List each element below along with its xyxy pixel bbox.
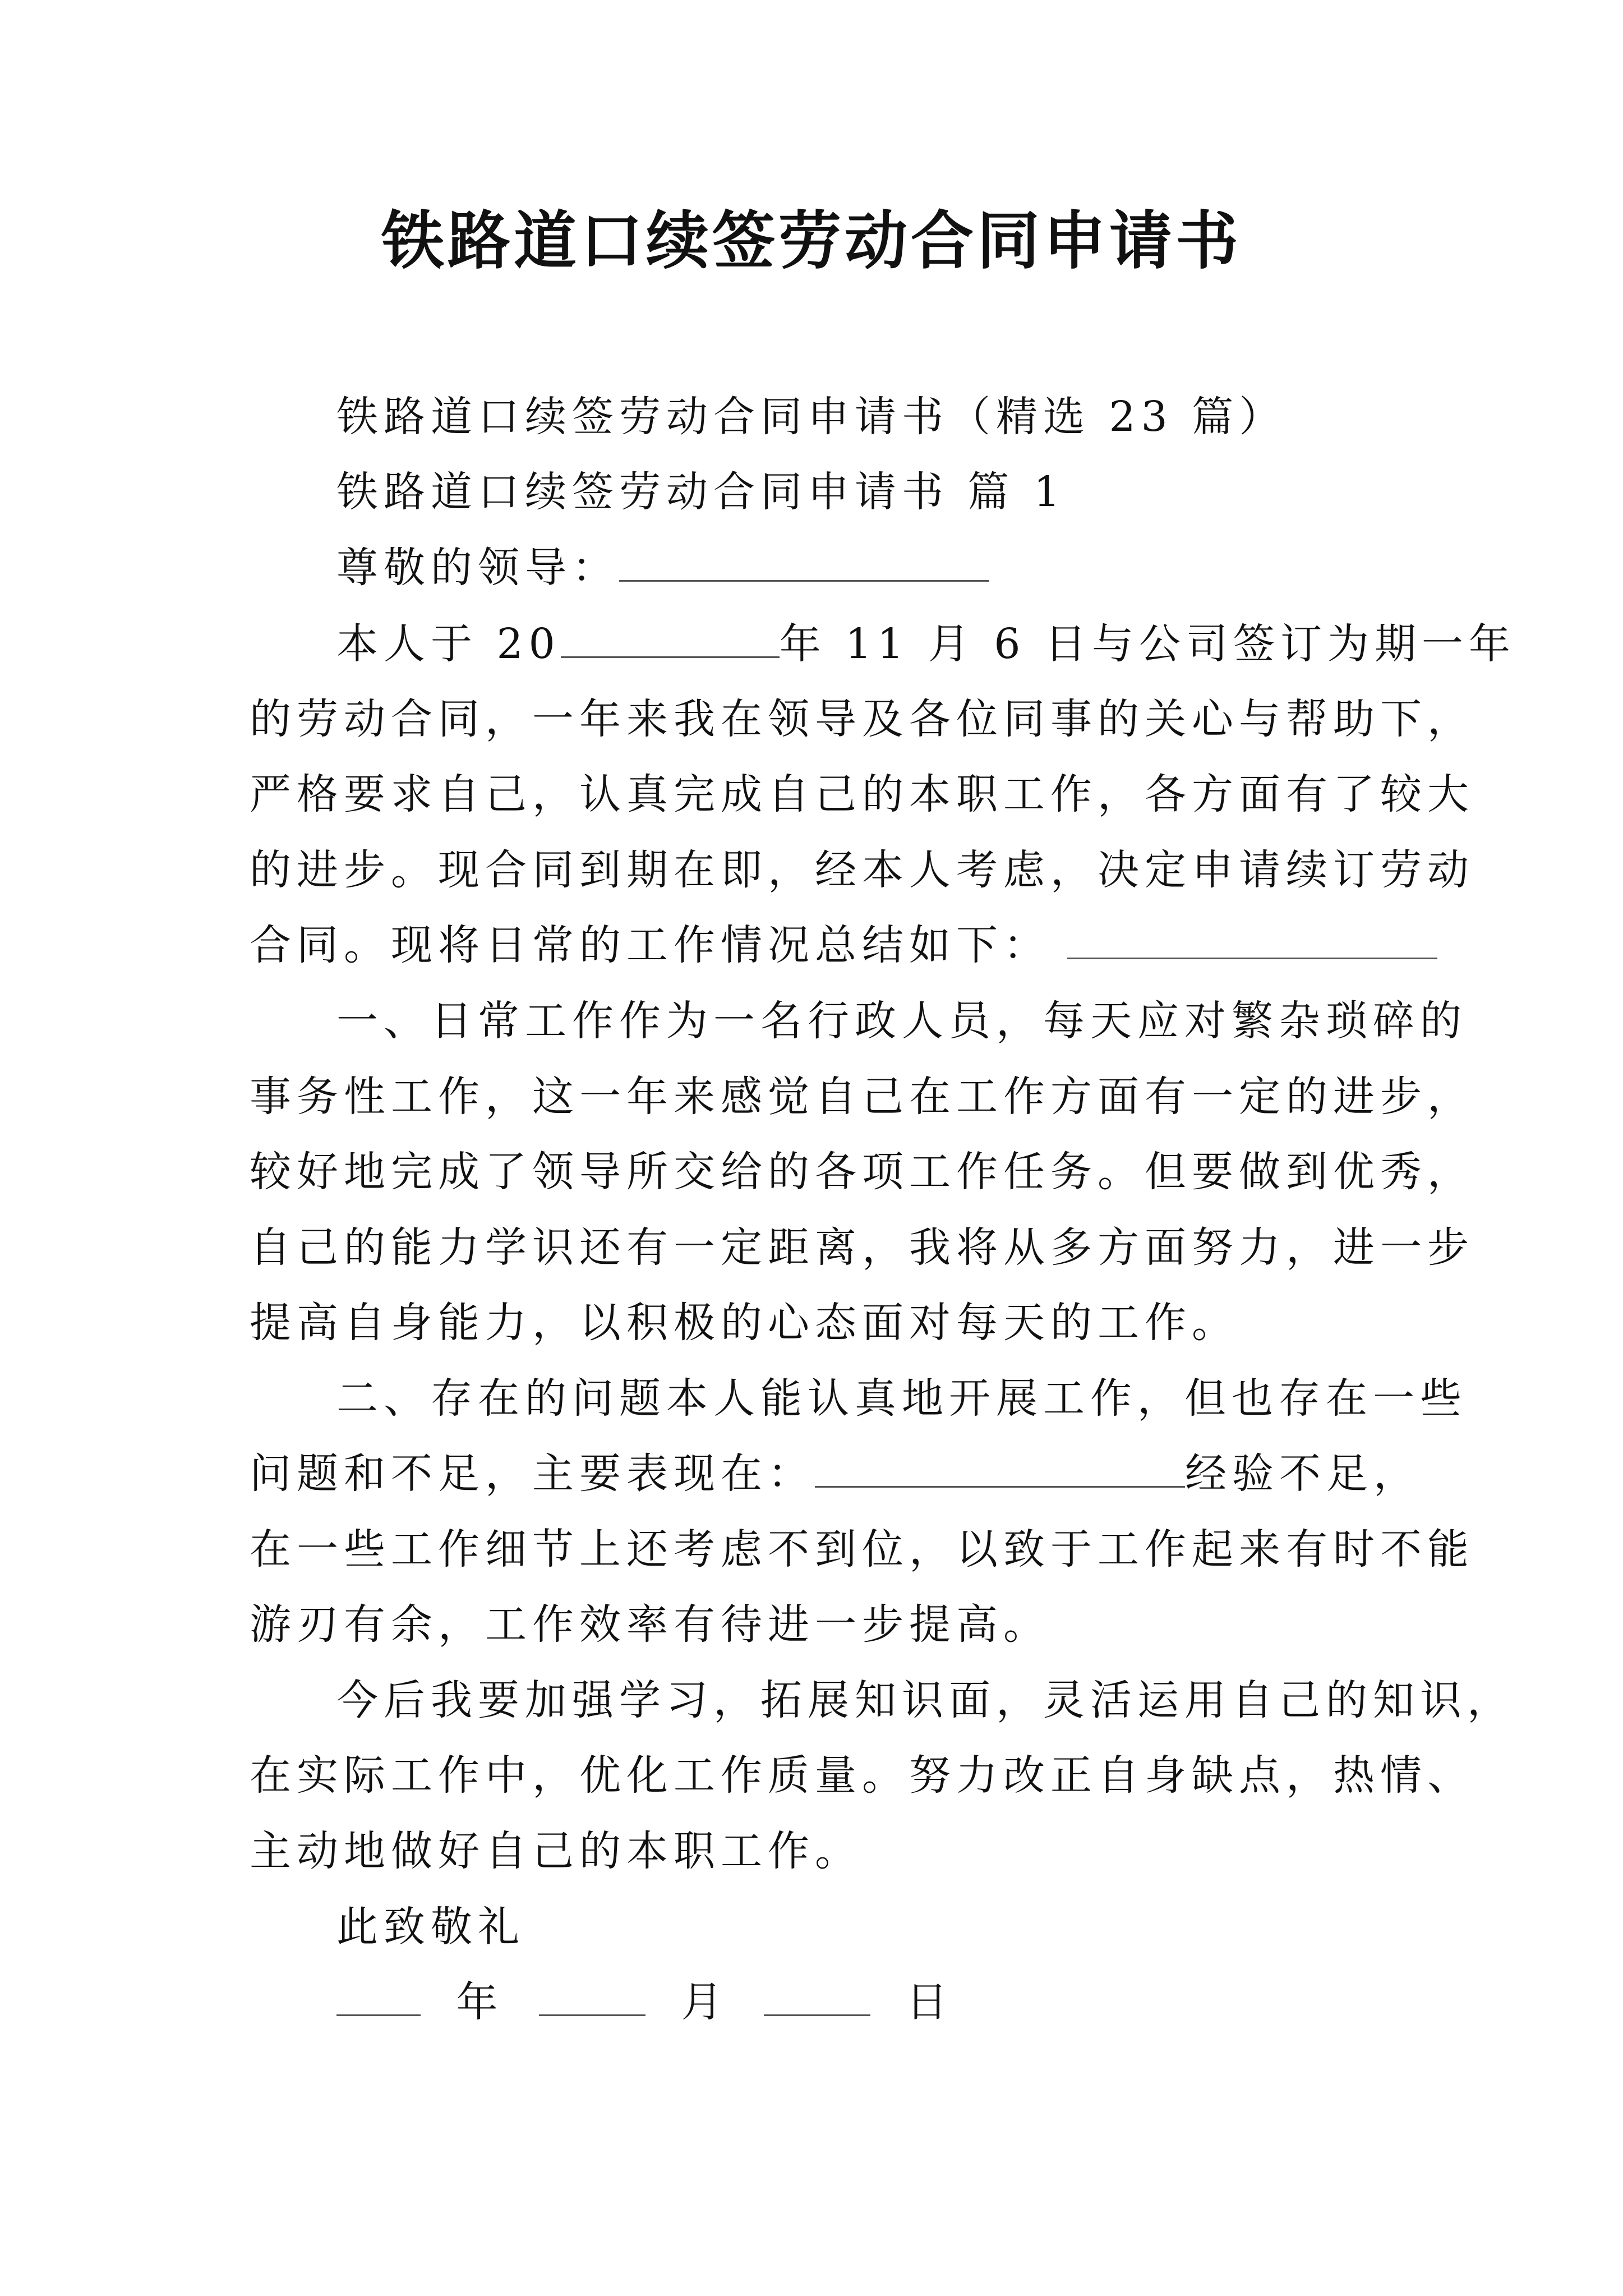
para2-line1: 一、日常工作作为一名行政人员，每天应对繁杂琐碎的 <box>336 997 1467 1045</box>
para2-line2: 事务性工作，这一年来感觉自己在工作方面有一定的进步， <box>250 1073 1474 1121</box>
document-subtitle: 铁路道口续签劳动合同申请书（精选 23 篇） <box>336 393 1287 441</box>
date-month-label: 月 <box>681 1978 728 2026</box>
para1-line4: 的进步。现合同到期在即，经本人考虑，决定申请续订劳动 <box>250 846 1474 894</box>
para3-line1: 二、存在的问题本人能认真地开展工作，但也存在一些 <box>336 1374 1467 1423</box>
issues-blank <box>815 1447 1185 1488</box>
para3-text-a: 问题和不足，主要表现在： <box>250 1450 815 1498</box>
para3-line3: 在一些工作细节上还考虑不到位，以致于工作起来有时不能 <box>250 1525 1474 1573</box>
closing: 此致敬礼 <box>336 1903 525 1951</box>
para1-line2: 的劳动合同，一年来我在领导及各位同事的关心与帮助下， <box>250 695 1474 743</box>
summary-blank <box>1067 918 1437 959</box>
salutation-line <box>336 537 989 599</box>
date-year-label: 年 <box>456 1978 504 2026</box>
date-day-label: 日 <box>906 1978 953 2026</box>
date-day-blank <box>764 1975 870 2016</box>
para3-line4: 游刃有余，工作效率有待进一步提高。 <box>250 1600 1050 1649</box>
para3-text-b: 经验不足， <box>1185 1450 1421 1498</box>
para1-line3: 严格要求自己，认真完成自己的本职工作，各方面有了较大 <box>250 770 1474 818</box>
section-heading: 铁路道口续签劳动合同申请书 篇 1 <box>336 468 1066 516</box>
para1-text-5: 合同。现将日常的工作情况总结如下： <box>250 921 1050 969</box>
para4-line2: 在实际工作中，优化工作质量。努力改正自身缺点，热情、 <box>250 1751 1474 1800</box>
year-blank <box>561 617 780 658</box>
para1-text-a: 本人于 20 <box>336 620 561 668</box>
para2-line3: 较好地完成了领导所交给的各项工作任务。但要做到优秀， <box>250 1148 1474 1196</box>
para4-line1: 今后我要加强学习，拓展知识面，灵活运用自己的知识， <box>336 1676 1514 1724</box>
para2-line5: 提高自身能力，以积极的心态面对每天的工作。 <box>250 1299 1239 1347</box>
para3-line2 <box>250 1443 1421 1504</box>
para1-line1 <box>336 613 1516 675</box>
recipient-blank <box>619 541 989 582</box>
date-line <box>336 1971 970 2033</box>
date-year-blank <box>336 1975 421 2016</box>
para2-line4: 自己的能力学识还有一定距离，我将从多方面努力，进一步 <box>250 1223 1474 1272</box>
para1-text-b: 年 11 月 6 日与公司签订为期一年 <box>779 620 1516 668</box>
salutation: 尊敬的领导： <box>336 544 619 592</box>
date-month-blank <box>539 1975 645 2016</box>
para1-line5 <box>250 914 1437 976</box>
document-title: 铁路道口续签劳动合同申请书 <box>381 204 1242 278</box>
para4-line3: 主动地做好自己的本职工作。 <box>250 1827 862 1875</box>
